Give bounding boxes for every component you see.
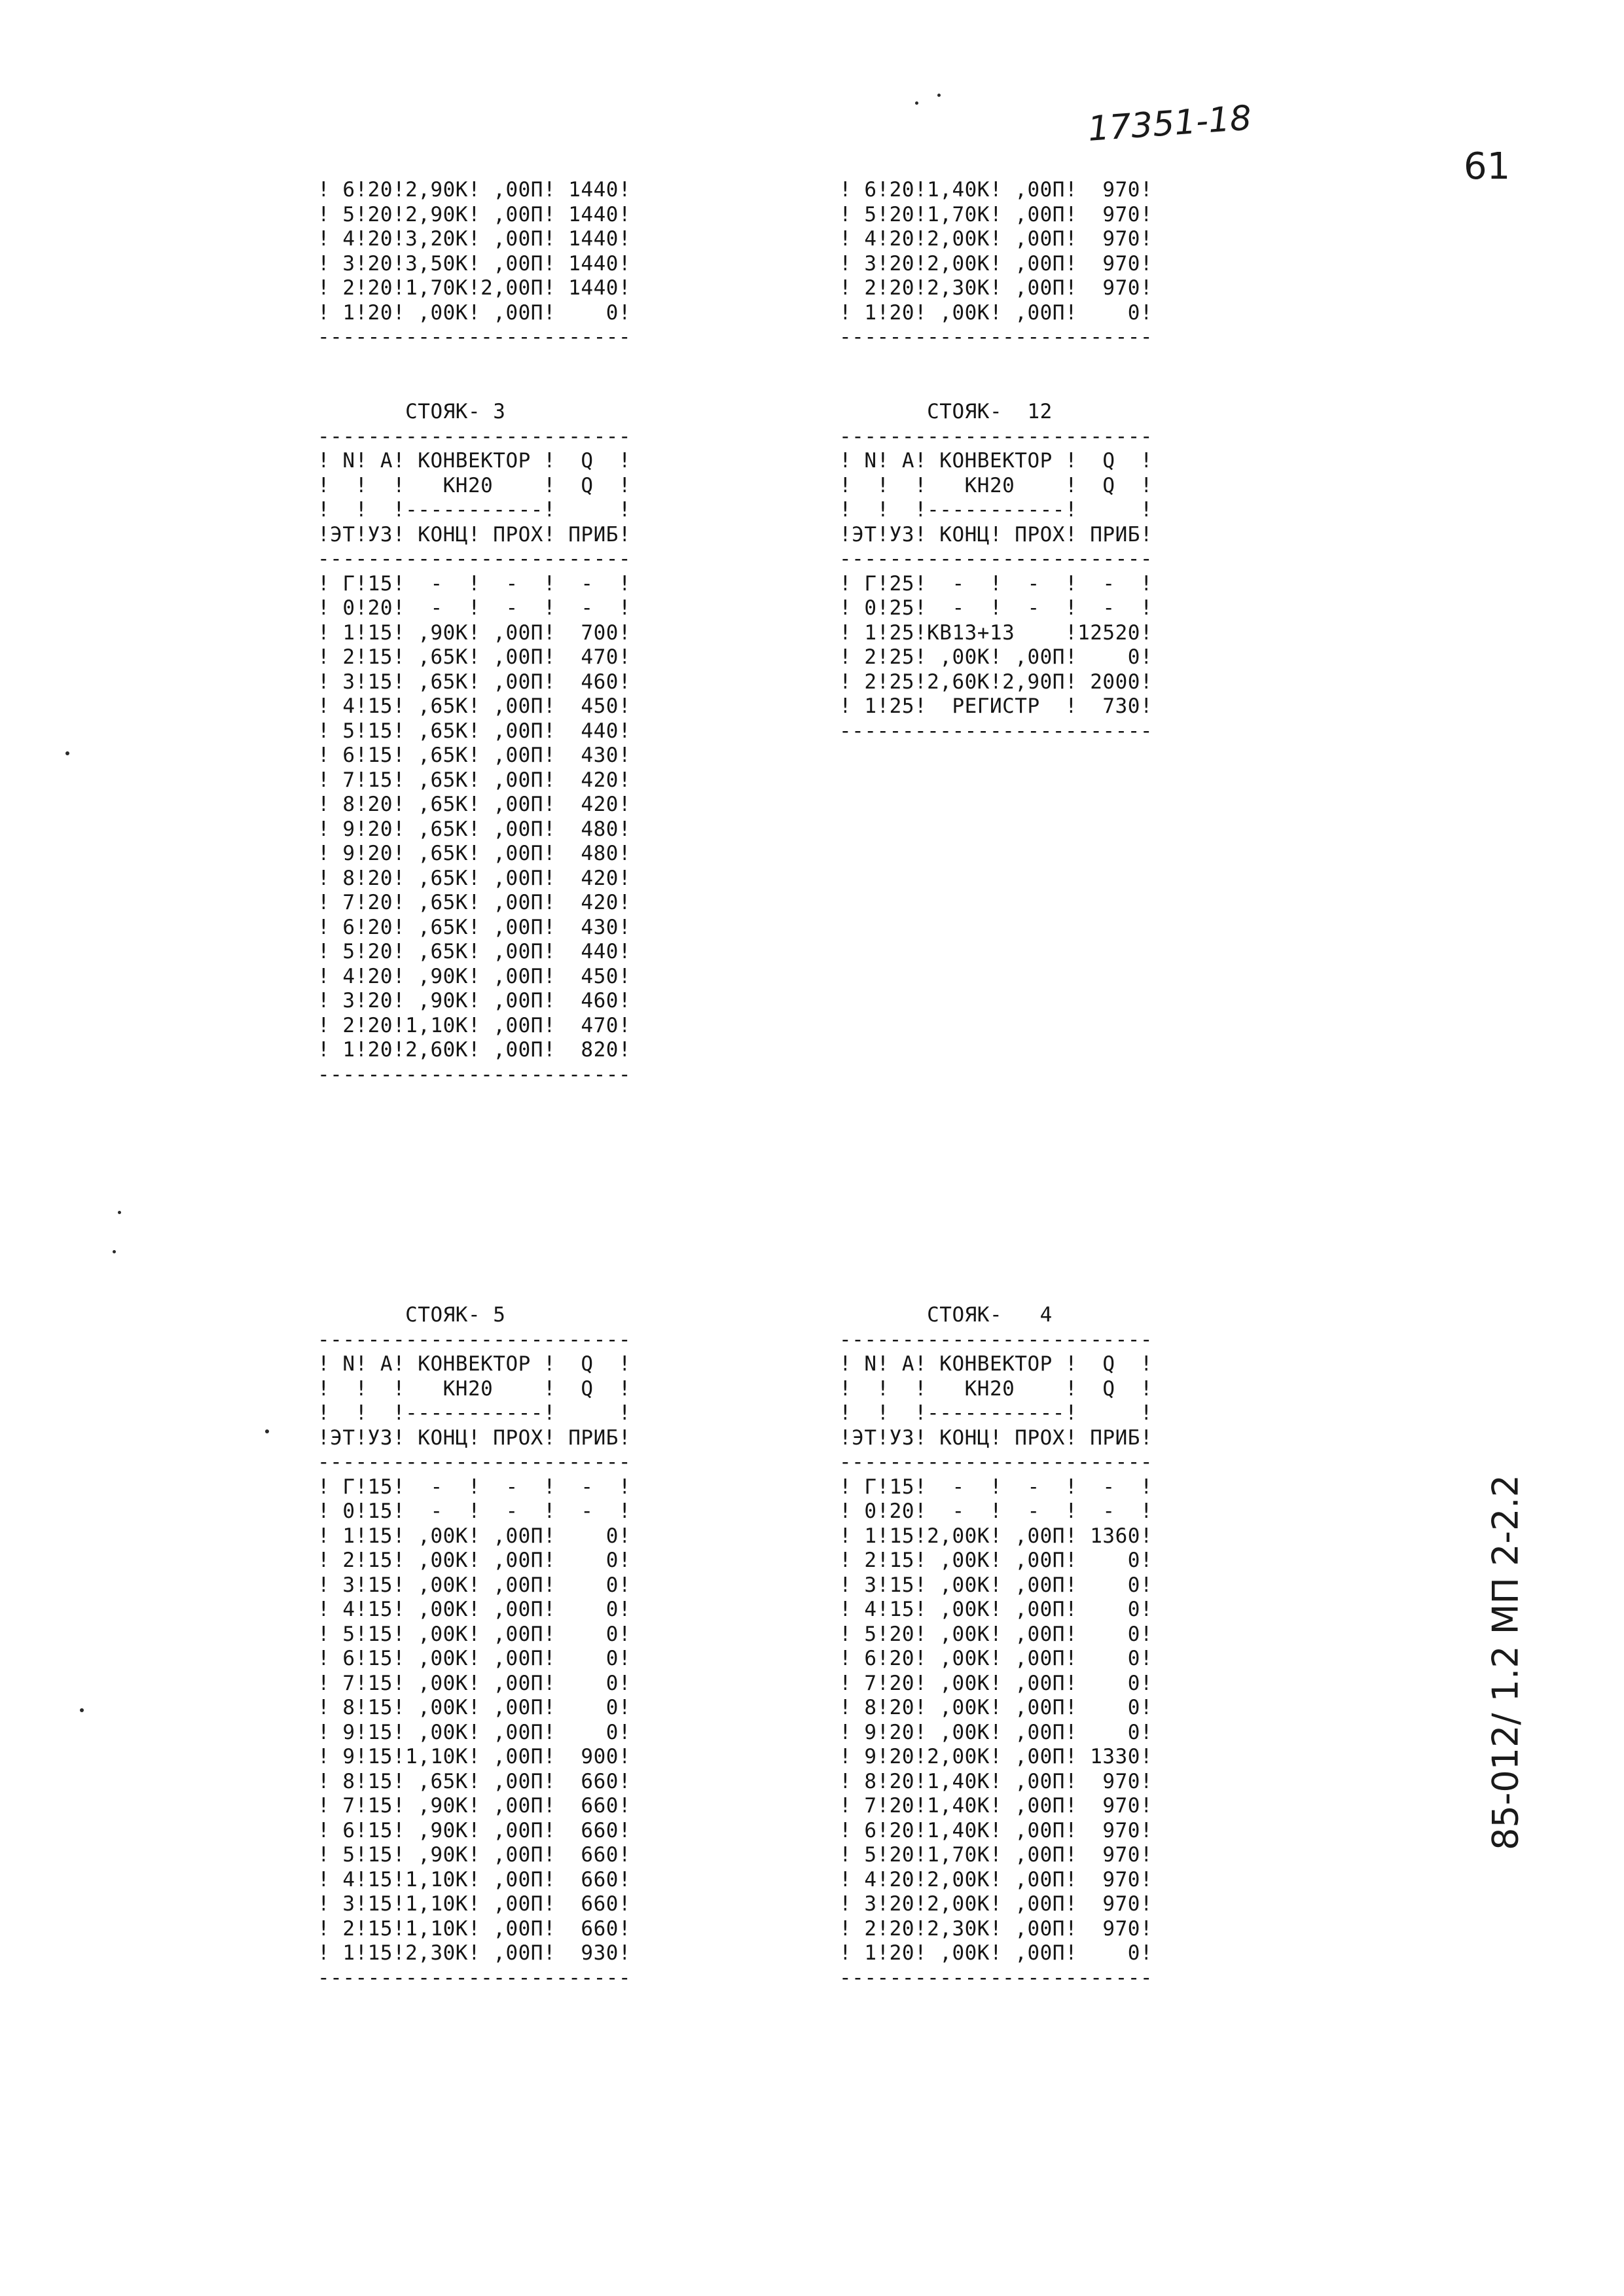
table-line: ! 8!20! ,00К! ,00П! 0! — [839, 1696, 1153, 1719]
table-line: ! 6!20!1,40К! ,00П! 970! — [839, 178, 1153, 202]
table-line: ! 3!15! ,65К! ,00П! 460! — [317, 670, 632, 694]
table-line: ! 8!20!1,40К! ,00П! 970! — [839, 1769, 1153, 1793]
table-line: ------------------------- — [839, 1450, 1153, 1474]
table-line: ! N! А! КОНВЕКТОР ! Q ! — [839, 1352, 1153, 1376]
table-line: ! 1!15!2,30К! ,00П! 930! — [317, 1941, 632, 1965]
table-line: ! 4!20!3,20К! ,00П! 1440! — [317, 227, 632, 251]
table-line: ! 1!20!2,60К! ,00П! 820! — [317, 1038, 632, 1062]
table-line: ! 2!20!2,30К! ,00П! 970! — [839, 276, 1153, 300]
table-line: ! ! ! КН20 ! Q ! — [317, 1376, 632, 1401]
table-line: СТОЯК- 5 — [317, 1303, 506, 1327]
table-line: ! 2!20!1,70К!2,00П! 1440! — [317, 276, 632, 300]
table-line: ------------------------- — [317, 1327, 632, 1352]
table-line: ! 6!20!2,90К! ,00П! 1440! — [317, 178, 632, 202]
table-line: ! 1!20! ,00К! ,00П! 0! — [839, 300, 1153, 325]
scan-speck — [118, 1211, 121, 1214]
table-line: ! 1!20! ,00К! ,00П! 0! — [839, 1941, 1153, 1965]
table-line: ! 3!15! ,00К! ,00П! 0! — [317, 1573, 632, 1597]
table-line: ! 8!20! ,65К! ,00П! 420! — [317, 866, 632, 890]
table-stoyak-12 — [839, 400, 1153, 744]
table-line: ! 6!15! ,90К! ,00П! 660! — [317, 1818, 632, 1842]
table-line: ! 8!15! ,00К! ,00П! 0! — [317, 1696, 632, 1719]
table-line: !ЭТ!УЗ! КОНЦ! ПРОХ! ПРИБ! — [317, 1426, 632, 1450]
table-line: ! 2!15! ,00К! ,00П! 0! — [317, 1549, 632, 1572]
table-line: ------------------------- — [317, 325, 632, 349]
table-line: ! 3!20!2,00К! ,00П! 970! — [839, 1892, 1153, 1916]
table-line: ! 1!25!КВ13+13 !12520! — [839, 620, 1153, 645]
table-line: !ЭТ!УЗ! КОНЦ! ПРОХ! ПРИБ! — [317, 522, 632, 547]
table-line: ! 0!15! - ! - ! - ! — [317, 1499, 632, 1523]
table-line: ! 2!20!2,30К! ,00П! 970! — [839, 1916, 1153, 1941]
handwritten-document-code: 17351-18 — [1087, 98, 1253, 149]
table-line: ! 0!20! - ! - ! - ! — [317, 596, 632, 620]
table-continuation-right — [839, 178, 1153, 350]
table-line: ------------------------- — [839, 547, 1153, 571]
scan-speck — [65, 751, 69, 755]
table-line: ! Г!25! - ! - ! - ! — [839, 571, 1153, 596]
table-line: ! 2!15! ,00К! ,00П! 0! — [839, 1549, 1153, 1572]
table-line: ------------------------- — [839, 424, 1153, 448]
table-line: ! 2!25!2,60К!2,90П! 2000! — [839, 670, 1153, 694]
table-line: ! 6!15! ,65К! ,00П! 430! — [317, 744, 632, 767]
table-line: ! 5!20! ,65К! ,00П! 440! — [317, 940, 632, 963]
table-line: ! 7!20! ,65К! ,00П! 420! — [317, 891, 632, 914]
scan-speck — [80, 1708, 84, 1712]
table-line: ! 1!25! РЕГИСТР ! 730! — [839, 694, 1153, 718]
table-line: ! 5!15! ,00К! ,00П! 0! — [317, 1622, 632, 1646]
table-line: ------------------------- — [317, 1062, 632, 1086]
table-line: ! 2!15! ,65К! ,00П! 470! — [317, 645, 632, 669]
table-stoyak-4 — [839, 1303, 1153, 1990]
table-line: ! 3!20!3,50К! ,00П! 1440! — [317, 251, 632, 276]
table-line: ! 6!20! ,65К! ,00П! 430! — [317, 915, 632, 939]
table-line: ! 1!15! ,90К! ,00П! 700! — [317, 620, 632, 645]
table-line: ------------------------- — [317, 1450, 632, 1474]
table-line: СТОЯК- 12 — [839, 400, 1053, 423]
table-line: ! ! !-----------! ! — [317, 498, 632, 522]
table-line: ! 9!20!2,00К! ,00П! 1330! — [839, 1745, 1153, 1768]
table-line: ------------------------- — [317, 424, 632, 448]
table-line: ! N! А! КОНВЕКТОР ! Q ! — [317, 1352, 632, 1376]
table-line: ! 4!20! ,90К! ,00П! 450! — [317, 964, 632, 988]
table-line: ! 1!15! ,00К! ,00П! 0! — [317, 1524, 632, 1548]
table-line: ! 9!20! ,65К! ,00П! 480! — [317, 817, 632, 841]
table-line: ! 1!20! ,00К! ,00П! 0! — [317, 300, 632, 325]
table-line: !ЭТ!УЗ! КОНЦ! ПРОХ! ПРИБ! — [839, 1426, 1153, 1450]
table-line: СТОЯК- 3 — [317, 400, 506, 423]
table-line: ! Г!15! - ! - ! - ! — [839, 1475, 1153, 1499]
table-line: ! 5!15! ,65К! ,00П! 440! — [317, 719, 632, 743]
table-line: !ЭТ!УЗ! КОНЦ! ПРОХ! ПРИБ! — [839, 522, 1153, 547]
table-line: ! 5!20!1,70К! ,00П! 970! — [839, 202, 1153, 226]
table-continuation-left — [317, 178, 631, 350]
table-line: ! 2!25! ,00К! ,00П! 0! — [839, 645, 1153, 669]
table-line: ! 6!20! ,00К! ,00П! 0! — [839, 1647, 1153, 1670]
table-line: ! 1!15!2,00К! ,00П! 1360! — [839, 1524, 1153, 1548]
scan-speck — [265, 1429, 269, 1433]
table-line: ! 7!15! ,90К! ,00П! 660! — [317, 1794, 632, 1818]
table-line: ------------------------- — [317, 547, 632, 571]
table-line: ! 4!15! ,00К! ,00П! 0! — [317, 1598, 632, 1621]
table-line: ! 7!20!1,40К! ,00П! 970! — [839, 1794, 1153, 1818]
table-line: ! 6!20!1,40К! ,00П! 970! — [839, 1818, 1153, 1842]
table-line: ! 4!15!1,10К! ,00П! 660! — [317, 1867, 632, 1892]
table-line: ! ! ! КН20 ! Q ! — [839, 1376, 1153, 1401]
table-line: ------------------------- — [839, 325, 1153, 349]
scan-speck — [915, 101, 918, 105]
table-line: ! ! ! КН20 ! Q ! — [317, 473, 632, 497]
table-line: ! 7!15! ,00К! ,00П! 0! — [317, 1671, 632, 1695]
table-line: ! 7!15! ,65К! ,00П! 420! — [317, 768, 632, 792]
table-line: ! 4!15! ,65К! ,00П! 450! — [317, 694, 632, 718]
table-line: ! 5!20! ,00К! ,00П! 0! — [839, 1622, 1153, 1646]
table-line: ! ! ! КН20 ! Q ! — [839, 473, 1153, 497]
table-line: ! 0!25! - ! - ! - ! — [839, 596, 1153, 620]
table-line: ! 3!20!2,00К! ,00П! 970! — [839, 251, 1153, 276]
table-line: ! 8!20! ,65К! ,00П! 420! — [317, 793, 632, 816]
table-line: ! 9!15! ,00К! ,00П! 0! — [317, 1720, 632, 1744]
table-line: ! 0!20! - ! - ! - ! — [839, 1499, 1153, 1523]
table-line: ------------------------- — [839, 1965, 1153, 1990]
table-line: ! N! А! КОНВЕКТОР ! Q ! — [839, 449, 1153, 473]
table-line: ! 5!20!1,70К! ,00П! 970! — [839, 1843, 1153, 1867]
side-document-code: 85-012/ 1.2 МП 2-2.2 — [1485, 1475, 1526, 1850]
scan-speck — [113, 1250, 116, 1253]
table-line: ! N! А! КОНВЕКТОР ! Q ! — [317, 449, 632, 473]
table-line: ------------------------- — [839, 1327, 1153, 1352]
table-line: ! 2!20!1,10К! ,00П! 470! — [317, 1013, 632, 1037]
table-line: ! 2!15!1,10К! ,00П! 660! — [317, 1916, 632, 1941]
table-stoyak-5 — [317, 1303, 631, 1990]
table-line: ! 6!15! ,00К! ,00П! 0! — [317, 1647, 632, 1670]
table-line: ! 9!15!1,10К! ,00П! 900! — [317, 1745, 632, 1768]
table-line: ! 3!15!1,10К! ,00П! 660! — [317, 1892, 632, 1916]
table-line: ! 3!20! ,90К! ,00П! 460! — [317, 989, 632, 1013]
table-line: ------------------------- — [839, 719, 1153, 743]
table-line: ! 5!20!2,90К! ,00П! 1440! — [317, 202, 632, 226]
page-number: 61 — [1464, 145, 1511, 188]
table-line: ! 9!20! ,00К! ,00П! 0! — [839, 1720, 1153, 1744]
table-line: ! 9!20! ,65К! ,00П! 480! — [317, 842, 632, 865]
table-line: ! 4!20!2,00К! ,00П! 970! — [839, 1867, 1153, 1892]
table-line: ! ! !-----------! ! — [317, 1401, 632, 1425]
table-line: ! 4!20!2,00К! ,00П! 970! — [839, 227, 1153, 251]
table-line: ! 4!15! ,00К! ,00П! 0! — [839, 1598, 1153, 1621]
table-stoyak-3 — [317, 400, 631, 1087]
table-line: СТОЯК- 4 — [839, 1303, 1053, 1327]
scan-speck — [937, 94, 941, 97]
table-line: ! 5!15! ,90К! ,00П! 660! — [317, 1843, 632, 1867]
table-line: ! 8!15! ,65К! ,00П! 660! — [317, 1769, 632, 1793]
table-line: ! 7!20! ,00К! ,00П! 0! — [839, 1671, 1153, 1695]
table-line: ! ! !-----------! ! — [839, 498, 1153, 522]
table-line: ! Г!15! - ! - ! - ! — [317, 571, 632, 596]
table-line: ! 3!15! ,00К! ,00П! 0! — [839, 1573, 1153, 1597]
table-line: ! Г!15! - ! - ! - ! — [317, 1475, 632, 1499]
table-line: ------------------------- — [317, 1965, 632, 1990]
table-line: ! ! !-----------! ! — [839, 1401, 1153, 1425]
